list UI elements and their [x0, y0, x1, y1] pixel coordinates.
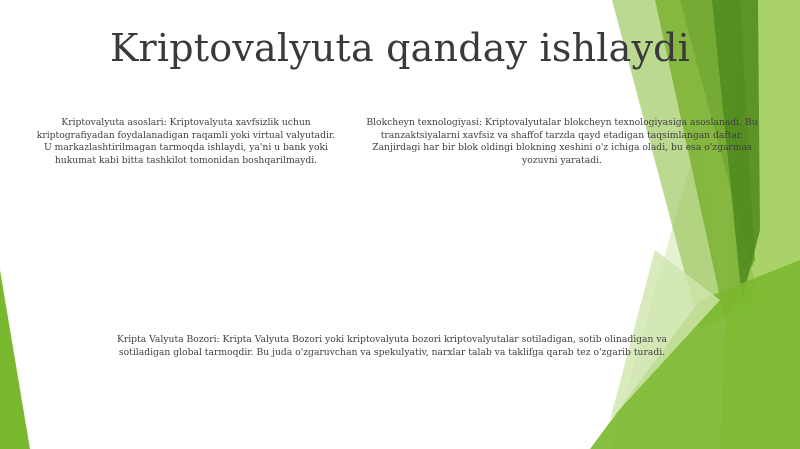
left-green-sliver [0, 270, 30, 449]
text-block-crypto-basics: Kriptovalyuta asoslari: Kriptovalyuta xavfsizlik uchun kriptografiyadan foydalanadigan raqamli yoki virtual valyutadir. U markazlashtirilmagan tarmoqda ishlaydi, ya'ni u bank yoki hukumat kabi bitta tashkilot tomonidan boshqarilmaydi. [36, 117, 336, 166]
text-block-blockchain: Blokcheyn texnologiyasi: Kriptovalyutalar blokcheyn texnologiyasiga asoslanadi. Bu tranzaktsiyalarni xavfsiz va shaffof tarzda qayd etadigan taqsimlangan daftar. Zanjirdagi har bir blok oldingi blokning xeshini o'z ichiga oladi, bu esa o'zgarmas yozuvni yaratadi. [366, 117, 758, 166]
slide-title: Kriptovalyuta qanday ishlaydi [109, 26, 691, 70]
text-block-crypto-market: Kripta Valyuta Bozori: Kripta Valyuta Bozori yoki kriptovalyuta bozori kriptovalyutalar sotiladigan, sotib olinadigan va sotiladigan global tarmoqdir. Bu juda o'zgaruvchan va spekulyativ, narxlar talab va taklifga qarab tez o'zgarib turadi. [116, 334, 668, 358]
